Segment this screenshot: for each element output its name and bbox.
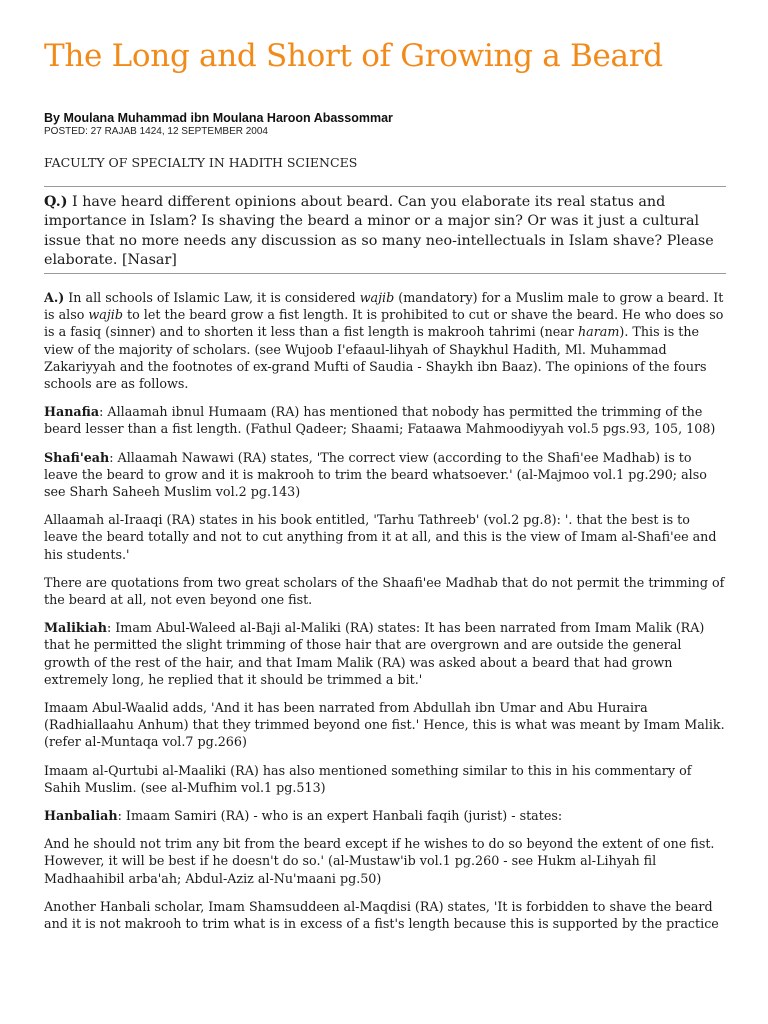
author-byline: By Moulana Muhammad ibn Moulana Haroon Abassommar bbox=[44, 111, 393, 125]
question-block bbox=[44, 193, 726, 271]
abulwaalid-paragraph: Imaam Abul-Waalid adds, 'And it has been narrated from Abdullah ibn Umar and Abu Huraira (Radhiallaahu Anhum) that they trimmed beyond one fist.' Hence, this is what was meant by Imam Malik. (refer al-Muntaqa vol.7 pg.266) bbox=[44, 700, 725, 750]
malikiah-paragraph: Malikiah: Imam Abul-Waleed al-Baji al-Maliki (RA) states: It has been narrated from Imam Malik (RA) that he permitted the slight trimming of those hair that are overgrown and are outside the general growth of the rest of the hair, and that Imam Malik (RA) was asked about a beard that had grown extremely long, he replied that it should be trimmed a bit.' bbox=[44, 620, 705, 687]
answer-body bbox=[44, 289, 726, 943]
question-label: Q.) bbox=[44, 194, 68, 210]
shafieah-paragraph: Shafi'eah: Allaamah Nawawi (RA) states, 'The correct view (according to the Shafi'ee Madhab) is to leave the beard to grow and it is makrooh to trim the beard whatsoever.' (al-Majmoo vol.1 pg.290; also see Sharh Saheeh Muslim vol.2 pg.143) bbox=[44, 449, 707, 500]
hanafia-label: Hanafia bbox=[44, 404, 100, 420]
shafieah-label: Shafi'eah bbox=[44, 449, 110, 465]
hanbaliah-paragraph: Hanbaliah: Imaam Samiri (RA) - who is an expert Hanbali faqih (jurist) - states: bbox=[44, 808, 563, 824]
posted-date: POSTED: 27 RAJAB 1424, 12 SEPTEMBER 2004 bbox=[44, 126, 268, 137]
answer-label: A.) bbox=[44, 290, 65, 305]
malikiah-label: Malikiah bbox=[44, 620, 107, 636]
divider-bottom bbox=[44, 273, 726, 274]
quotations-paragraph: There are quotations from two great scholars of the Shaafi'ee Madhab that do not permit the trimming of the beard at all, not even beyond one fist. bbox=[44, 574, 725, 608]
faculty-heading: FACULTY OF SPECIALTY IN HADITH SCIENCES bbox=[44, 155, 358, 170]
maqdisi-paragraph: Another Hanbali scholar, Imam Shamsuddeen al-Maqdisi (RA) states, 'It is forbidden to shave the beard and it is not makrooh to trim what is in excess of a fist's length because this is supported by the practice bbox=[44, 898, 719, 932]
divider-top bbox=[44, 186, 726, 187]
article-title: The Long and Short of Growing a Beard bbox=[44, 38, 663, 74]
qurtubi-paragraph: Imaam al-Qurtubi al-Maaliki (RA) has also mentioned something similar to this in his commentary of Sahih Muslim. (see al-Mufhim vol.1 pg.513) bbox=[44, 762, 692, 795]
hanbaliah-label: Hanbaliah bbox=[44, 808, 118, 824]
iraaqi-paragraph: Allaamah al-Iraaqi (RA) states in his book entitled, 'Tarhu Tathreeb' (vol.2 pg.8): '. that the best is to leave the beard totally and not to cut anything from it at all, and this is the view of Imam al-Shafi'ee and his students.' bbox=[44, 512, 717, 562]
hanafia-paragraph: Hanafia: Allaamah ibnul Humaam (RA) has mentioned that nobody has permitted the trimming of the beard lesser than a fist length. (Fathul Qadeer; Shaami; Fataawa Mahmoodiyyah vol.5 pgs.93, 105, 108) bbox=[44, 404, 716, 437]
samiri-quote-paragraph: And he should not trim any bit from the beard except if he wishes to do so beyond the extent of one fist. However, it will be best if he doesn't do so.' (al-Mustaw'ib vol.1 pg.260 - see Hukm al-Lihyah fil Madhaahibil arba'ah; Abdul-Aziz al-Nu'maani pg.50) bbox=[44, 836, 715, 886]
answer-paragraph: A.) In all schools of Islamic Law, it is considered wajib (mandatory) for a Muslim male to grow a beard. It is also wajib to let the beard grow a fist length. It is prohibited to cut or shave the beard. He who does so is a fasiq (sinner) and to shorten it less than a fist length is makrooh tahrimi (near haram). This is the view of the majority of scholars. (see Wujoob I'efaaul-lihyah of Shaykhul Hadith, Ml. Muhammad Zakariyyah and the footnotes of ex-grand Mufti of Saudia - Shaykh ibn Baaz). The opinions of the fours schools are as follows. bbox=[44, 290, 724, 392]
question-text: I have heard different opinions about beard. Can you elaborate its real status and importance in Islam? Is shaving the beard a minor or a major sin? Or was it just a cultural issue that no more needs any discussion as so many neo-intellectuals in Islam shave? Please elaborate. [Nasar] bbox=[44, 194, 714, 269]
